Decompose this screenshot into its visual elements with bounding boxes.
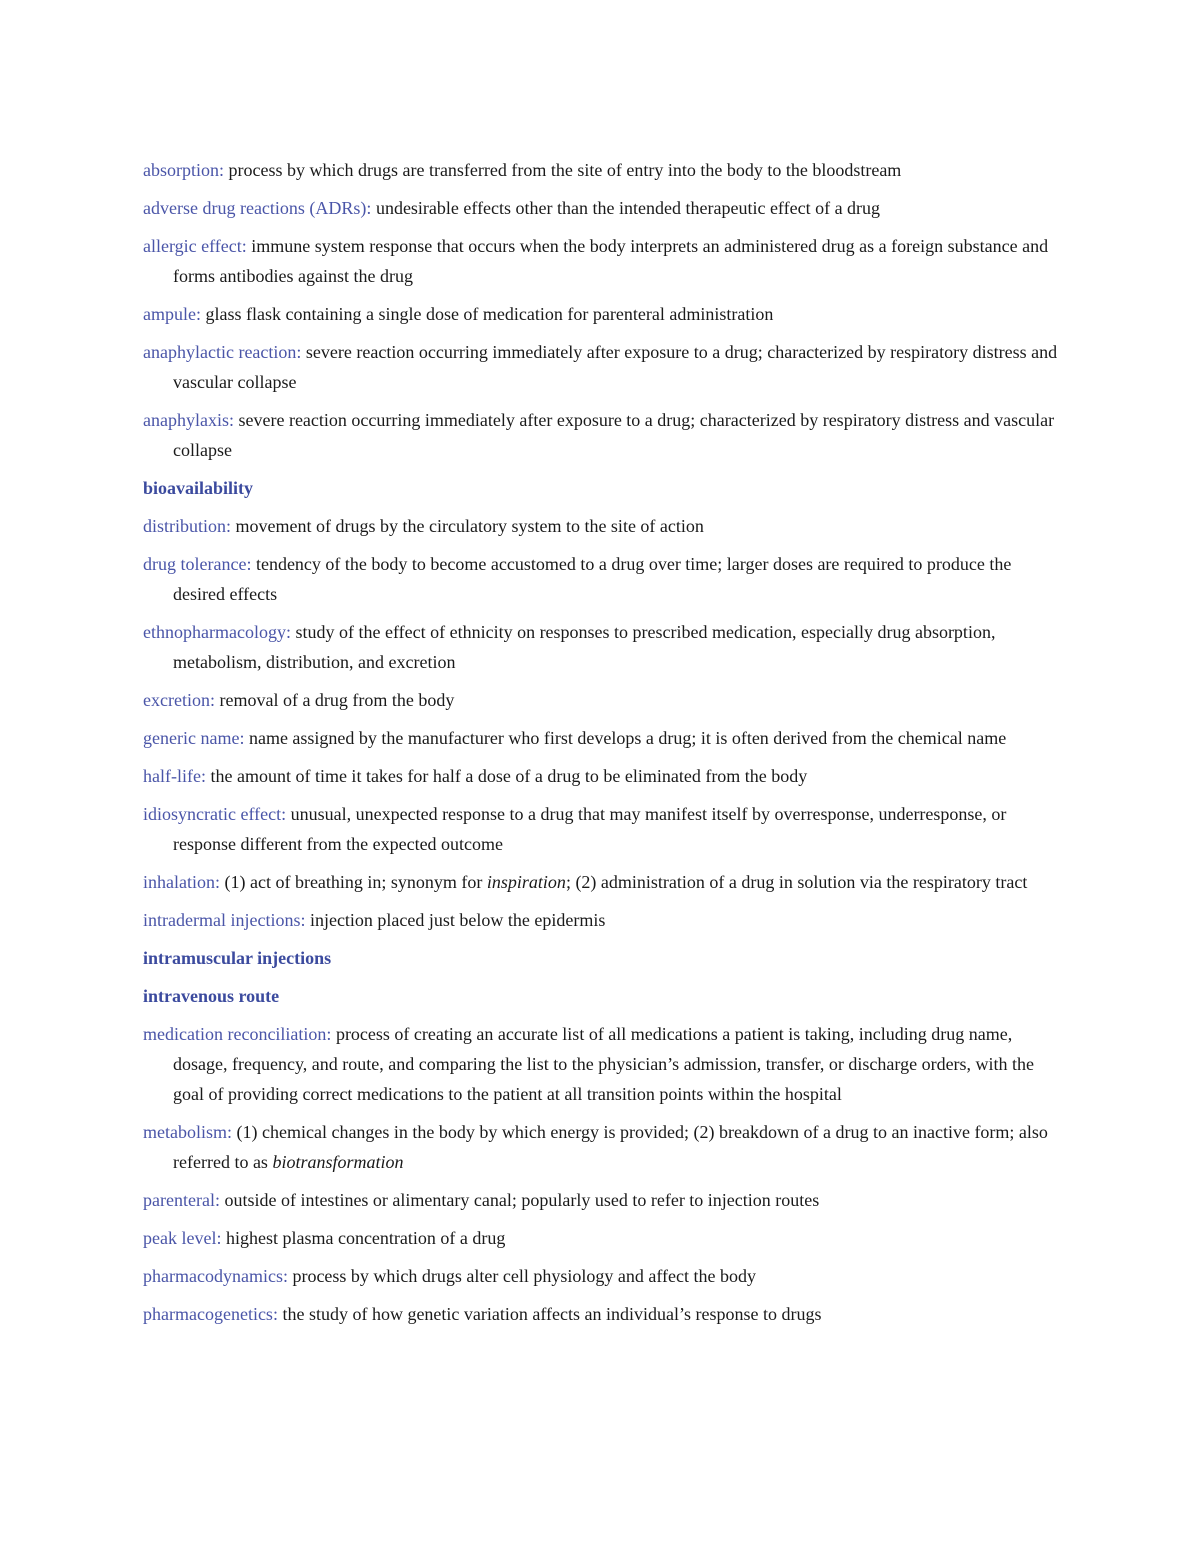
glossary-definition: name assigned by the manufacturer who first develops a drug; it is often derived from the chemical name bbox=[244, 728, 1007, 748]
glossary-entry bbox=[143, 905, 1058, 935]
glossary-entry bbox=[143, 761, 1058, 791]
glossary-definition: undesirable effects other than the intended therapeutic effect of a drug bbox=[371, 198, 881, 218]
glossary-definition: study of the effect of ethnicity on responses to prescribed medication, especially drug absorption, metabolism, distribution, and excretion bbox=[173, 622, 996, 672]
glossary-definition: the amount of time it takes for half a dose of a drug to be eliminated from the body bbox=[205, 766, 808, 786]
glossary-term: anaphylaxis: bbox=[143, 410, 234, 430]
glossary-entry bbox=[143, 943, 1058, 973]
glossary-entry bbox=[143, 405, 1058, 465]
glossary-definition bbox=[173, 1122, 1048, 1172]
glossary-term: absorption: bbox=[143, 160, 224, 180]
glossary-entry bbox=[143, 193, 1058, 223]
glossary-term-heading: bioavailability bbox=[143, 478, 254, 498]
definition-part: ; (2) administration of a drug in solution via the respiratory tract bbox=[565, 872, 1028, 892]
glossary-entry bbox=[143, 155, 1058, 185]
glossary-term: half-life: bbox=[143, 766, 206, 786]
glossary-entry bbox=[143, 685, 1058, 715]
glossary-definition: process of creating an accurate list of all medications a patient is taking, including drug name, dosage, frequency, and route, and comparing the list to the physician’s admission, transfer, or discharge orders, with the goal of providing correct medications to the patient at all transition points within the hospital bbox=[173, 1024, 1035, 1104]
glossary-term: excretion: bbox=[143, 690, 215, 710]
definition-italic-term: inspiration bbox=[486, 872, 566, 892]
glossary-term: anaphylactic reaction: bbox=[143, 342, 302, 362]
glossary-entry bbox=[143, 1261, 1058, 1291]
glossary-definition: immune system response that occurs when the body interprets an administered drug as a foreign substance and forms antibodies against the drug bbox=[173, 236, 1049, 286]
glossary-entry bbox=[143, 1299, 1058, 1329]
glossary-definition: severe reaction occurring immediately after exposure to a drug; characterized by respiratory distress and vascular collapse bbox=[173, 342, 1058, 392]
glossary-term: intradermal injections: bbox=[143, 910, 306, 930]
glossary-term-heading: intravenous route bbox=[143, 986, 280, 1006]
glossary-term: adverse drug reactions (ADRs): bbox=[143, 198, 372, 218]
definition-italic-term: biotransformation bbox=[272, 1152, 404, 1172]
glossary-list bbox=[143, 155, 1058, 1337]
glossary-definition: highest plasma concentration of a drug bbox=[221, 1228, 506, 1248]
glossary-definition: injection placed just below the epidermis bbox=[305, 910, 606, 930]
glossary-definition: process by which drugs alter cell physiology and affect the body bbox=[287, 1266, 756, 1286]
glossary-definition bbox=[220, 872, 1027, 892]
glossary-term: ampule: bbox=[143, 304, 201, 324]
glossary-entry bbox=[143, 1019, 1058, 1109]
glossary-entry bbox=[143, 1223, 1058, 1253]
glossary-entry bbox=[143, 1185, 1058, 1215]
glossary-definition: glass flask containing a single dose of medication for parenteral administration bbox=[200, 304, 774, 324]
glossary-term: ethnopharmacology: bbox=[143, 622, 291, 642]
glossary-term: idiosyncratic effect: bbox=[143, 804, 287, 824]
glossary-entry bbox=[143, 549, 1058, 609]
glossary-term: distribution: bbox=[143, 516, 232, 536]
glossary-term: drug tolerance: bbox=[143, 554, 252, 574]
glossary-term: inhalation: bbox=[143, 872, 220, 892]
glossary-term: pharmacodynamics: bbox=[143, 1266, 288, 1286]
glossary-definition: the study of how genetic variation affects an individual’s response to drugs bbox=[277, 1304, 822, 1324]
glossary-entry bbox=[143, 799, 1058, 859]
glossary-entry bbox=[143, 511, 1058, 541]
glossary-term-heading: intramuscular injections bbox=[143, 948, 332, 968]
glossary-entry bbox=[143, 723, 1058, 753]
glossary-entry bbox=[143, 867, 1058, 897]
glossary-entry bbox=[143, 473, 1058, 503]
glossary-entry bbox=[143, 299, 1058, 329]
definition-part: (1) act of breathing in; synonym for bbox=[219, 872, 487, 892]
glossary-term: parenteral: bbox=[143, 1190, 220, 1210]
glossary-entry bbox=[143, 231, 1058, 291]
glossary-definition: process by which drugs are transferred from the site of entry into the body to the bloodstream bbox=[224, 160, 902, 180]
glossary-definition: severe reaction occurring immediately after exposure to a drug; characterized by respiratory distress and vascular collapse bbox=[173, 410, 1055, 460]
glossary-term: pharmacogenetics: bbox=[143, 1304, 278, 1324]
glossary-entry bbox=[143, 337, 1058, 397]
glossary-definition: movement of drugs by the circulatory system to the site of action bbox=[231, 516, 704, 536]
glossary-definition: unusual, unexpected response to a drug that may manifest itself by overresponse, underresponse, or response different from the expected outcome bbox=[173, 804, 1007, 854]
glossary-term: generic name: bbox=[143, 728, 245, 748]
glossary-term: metabolism: bbox=[143, 1122, 232, 1142]
glossary-entry bbox=[143, 1117, 1058, 1177]
glossary-term: medication reconciliation: bbox=[143, 1024, 332, 1044]
glossary-definition: outside of intestines or alimentary canal; popularly used to refer to injection routes bbox=[219, 1190, 820, 1210]
glossary-definition: tendency of the body to become accustomed to a drug over time; larger doses are required to produce the desired effects bbox=[173, 554, 1012, 604]
glossary-definition: removal of a drug from the body bbox=[214, 690, 455, 710]
glossary-term: peak level: bbox=[143, 1228, 222, 1248]
glossary-term: allergic effect: bbox=[143, 236, 247, 256]
glossary-entry bbox=[143, 617, 1058, 677]
definition-part: (1) chemical changes in the body by which energy is provided; (2) breakdown of a drug to an inactive form; also referred to as bbox=[173, 1122, 1048, 1172]
glossary-entry bbox=[143, 981, 1058, 1011]
